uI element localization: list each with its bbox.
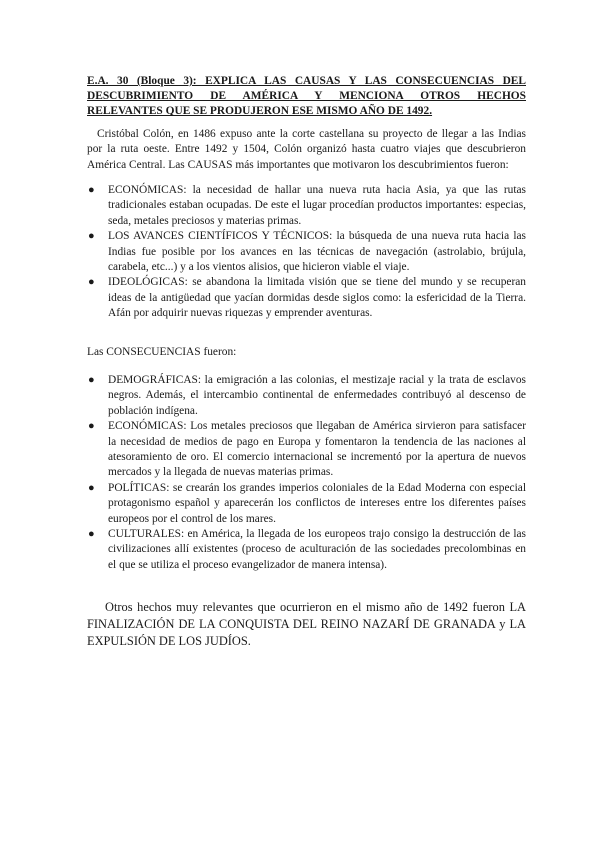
bullet-icon: ● bbox=[88, 420, 95, 433]
list-item bbox=[88, 275, 526, 321]
list-item-text: ECONÓMICAS: la necesidad de hallar una nueva ruta hacia Asia, ya que las rutas tradicionales estaban ocupadas. De este el lugar procedían productos importantes: especias, seda, metales preciosos y materias primas. bbox=[108, 184, 526, 227]
bullet-icon: ● bbox=[88, 481, 95, 494]
heading-line: RELEVANTES QUE SE PRODUJERON ESE MISMO AÑO DE 1492. bbox=[87, 105, 433, 118]
list-item-text: DEMOGRÁFICAS: la emigración a las colonias, el mestizaje racial y la trata de esclavos negros. Además, el intercambio continental de enfermedades contribuyó al descenso de población indígena. bbox=[108, 374, 526, 417]
list-item-text: IDEOLÓGICAS: se abandona la limitada visión que se tiene del mundo y se recuperan ideas de la antigüedad que yacían dormidas desde siglos como: la esfericidad de la Tierra. Afán por adquirir nuevas riquezas y emprender aventuras. bbox=[108, 276, 526, 320]
closing-line: EXPULSIÓN DE LOS JUDÍOS. bbox=[87, 634, 251, 648]
intro-line: América Central. Las CAUSAS más importantes que motivaron los descubrimientos fueron: bbox=[87, 158, 509, 171]
heading-line: DESCUBRIMIENTO DE AMÉRICA Y MENCIONA OTROS HECHOS bbox=[87, 90, 526, 103]
list-item bbox=[88, 373, 526, 419]
bullet-icon: ● bbox=[88, 374, 95, 386]
list-item bbox=[88, 527, 526, 573]
bullet-icon: ● bbox=[88, 276, 95, 289]
list-item-text: POLÍTICAS: se crearán los grandes imperios coloniales de la Edad Moderna con especial protagonismo español y aparecerán los conflictos de intereses entre los diferentes países europeos por el control de los mares. bbox=[108, 481, 526, 525]
closing-paragraph bbox=[87, 599, 526, 650]
list-item-text: LOS AVANCES CIENTÍFICOS Y TÉCNICOS: la búsqueda de una nueva ruta hacia las Indias fue posible por los avances en las técnicas de navegación (astrolabio, brújula, carabela, etc...) y a los vientos alisios, que hicieron viable el viaje. bbox=[108, 230, 526, 274]
bullet-icon: ● bbox=[88, 230, 95, 243]
closing-line: FINALIZACIÓN DE LA CONQUISTA DEL REINO NAZARÍ DE GRANADA y LA bbox=[87, 617, 526, 631]
list-item-text: ECONÓMICAS: Los metales preciosos que llegaban de América sirvieron para satisfacer la necesidad de medios de pago en Europa y fomentaron la tendencia de las naciones al atesoramiento de oro. El comercio internacional se incrementó por la apertura de nuevos mercados y la llegada de nuevas materias primas. bbox=[108, 420, 526, 479]
list-item bbox=[88, 481, 526, 527]
list-item bbox=[88, 419, 526, 481]
intro-line: por la ruta oeste. Entre 1492 y 1504, Colón organizó hasta cuatro viajes que descubrieron bbox=[87, 143, 526, 156]
consequences-label: Las CONSECUENCIAS fueron: bbox=[87, 346, 237, 358]
closing-line: Otros hechos muy relevantes que ocurrieron en el mismo año de 1492 fueron LA bbox=[105, 600, 526, 614]
heading-line: E.A. 30 (Bloque 3): EXPLICA LAS CAUSAS Y LAS CONSECUENCIAS DEL bbox=[87, 75, 526, 87]
document-heading bbox=[87, 74, 526, 120]
consequences-list bbox=[88, 373, 526, 573]
list-item-text: CULTURALES: en América, la llegada de los europeos trajo consigo la destrucción de las civilizaciones allí existentes (proceso de aculturación de las sociedades precolombinas en el que se utiliza el proceso evangelizador de manera intensa). bbox=[108, 528, 526, 571]
intro-paragraph bbox=[87, 127, 526, 173]
list-item bbox=[88, 229, 526, 275]
causes-list bbox=[88, 183, 526, 322]
bullet-icon: ● bbox=[88, 184, 95, 196]
list-item bbox=[88, 183, 526, 229]
bullet-icon: ● bbox=[88, 528, 95, 541]
intro-line: Cristóbal Colón, en 1486 expuso ante la corte castellana su proyecto de llegar a las Indias bbox=[97, 128, 526, 140]
